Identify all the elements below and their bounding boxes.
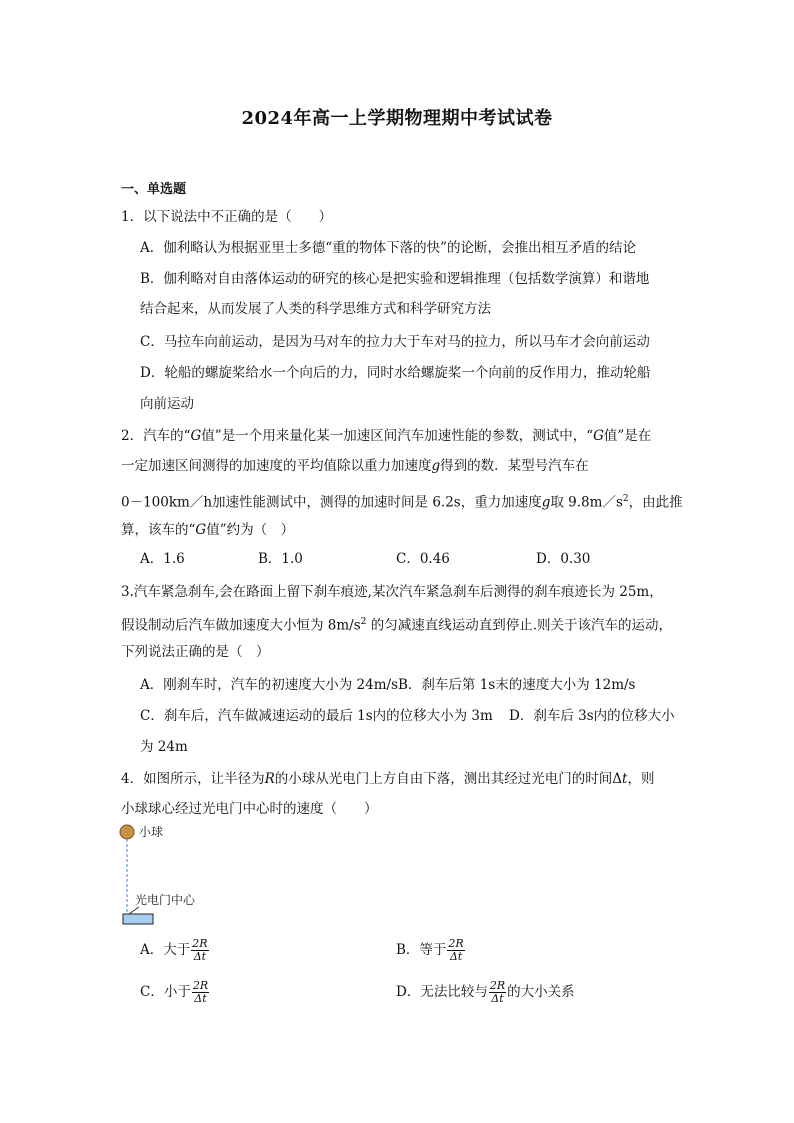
ball-icon [120, 825, 134, 839]
q3-line3: 下列说法正确的是（ ） [121, 644, 270, 660]
fraction-denominator: Δt [449, 950, 463, 963]
q4-option-text: A．大于 [140, 942, 191, 958]
q4-text: 4．如图所示，让半径为 [121, 771, 265, 787]
q2-text: 算，该车的“ [121, 522, 196, 538]
q4-option-d[interactable] [396, 979, 575, 1005]
q4-option-b[interactable] [396, 937, 466, 963]
q2-line4 [121, 520, 294, 540]
fraction-numerator: 2R [192, 937, 208, 950]
q4-option-text: 的大小关系 [507, 984, 575, 1000]
q2-var-g: G [190, 428, 202, 444]
gate-pointer-line [129, 907, 139, 914]
q4-line1 [121, 769, 654, 789]
q2-line3 [121, 489, 683, 513]
fraction-numerator: 2R [489, 979, 506, 992]
fraction-2r-over-dt [489, 980, 506, 1005]
q4-var-t: t [622, 771, 628, 787]
q2-text: 一定加速区间测得的加速度的平均值除以重力加速度 [121, 458, 432, 474]
q4-text: 的小球从光电门上方自由下落，测出其经过光电门的时间Δ [274, 771, 623, 787]
q4-text: ，则 [627, 771, 655, 787]
q3-superscript: 2 [360, 617, 367, 627]
q3-option-ab[interactable]: A．刚刹车时，汽车的初速度大小为 24m/sB．刹车后第 1s末的速度大小为 12m/s [140, 677, 636, 693]
q3-line2 [121, 612, 672, 636]
q4-option-text: C．小于 [140, 984, 191, 1000]
q2-var-g: G [593, 428, 604, 444]
q1-option-b-line2: 结合起来，从而发展了人类的科学思维方式和科学研究方法 [140, 301, 491, 317]
q2-superscript: 2 [622, 494, 629, 504]
fraction-2r-over-dt [191, 938, 208, 963]
q2-option-d[interactable]: D．0.30 [536, 551, 591, 567]
q2-option-b[interactable]: B．1.0 [258, 551, 303, 567]
fraction-denominator: Δt [491, 992, 504, 1005]
photogate-icon [123, 914, 153, 924]
q1-option-c[interactable]: C．马拉车向前运动，是因为马对车的拉力大于车对马的拉力，所以马车才会向前运动 [140, 334, 650, 350]
q2-text: 2．汽车的“ [121, 428, 191, 444]
fraction-denominator: Δt [194, 992, 207, 1005]
q2-option-a[interactable]: A．1.6 [140, 551, 185, 567]
gate-label: 光电门中心 [135, 893, 196, 907]
q2-var-gravity: g [431, 458, 441, 474]
q2-text: 值”是一个用来量化某一加速区间汽车加速性能的参数，测试中，“ [201, 428, 594, 444]
q3-text: 的匀减速直线运动直到停止.则关于该汽车的运动， [366, 617, 672, 634]
q1-stem: 1．以下说法中不正确的是（ ） [121, 209, 333, 225]
q2-text: ，由此推 [628, 494, 683, 511]
q2-text: 0－100km／h加速性能测试中，测得的加速时间是 6.2s，重力加速度 [121, 494, 542, 511]
q2-text: 值”约为（ ） [206, 522, 295, 538]
q2-text: 值”是在 [603, 428, 652, 444]
q2-var-gravity: g [541, 494, 551, 511]
q4-option-a[interactable] [140, 937, 210, 963]
q1-option-d-line2: 向前运动 [140, 396, 194, 412]
q3-option-d-line1[interactable]: D．刹车后 3s内的位移大小 [509, 708, 675, 724]
q4-option-c[interactable] [140, 979, 210, 1005]
fraction-numerator: 2R [448, 937, 464, 950]
q4-option-text: B．等于 [396, 942, 447, 958]
q1-option-a[interactable]: A．伽利略认为根据亚里士多德“重的物体下落的快”的论断，会推出相互矛盾的结论 [140, 240, 637, 256]
q3-option-c[interactable]: C．刹车后，汽车做减速运动的最后 1s内的位移大小为 3m [140, 708, 493, 724]
q3-text: 假设制动后汽车做加速度大小恒为 8m/s [121, 617, 361, 634]
fraction-2r-over-dt [192, 980, 209, 1005]
q3-option-d-line2: 为 24m [140, 739, 188, 755]
q2-line2 [121, 456, 589, 476]
fraction-numerator: 2R [192, 979, 209, 992]
q2-text: 得到的数．某型号汽车在 [440, 458, 589, 474]
q2-line1 [121, 426, 651, 446]
q4-line2: 小球球心经过光电门中心时的速度（ ） [121, 801, 378, 817]
fraction-2r-over-dt [447, 938, 464, 963]
q2-text: 取 9.8m／s [550, 494, 623, 511]
fraction-denominator: Δt [193, 950, 207, 963]
photogate-diagram [115, 820, 235, 930]
q1-option-d-line1[interactable]: D．轮船的螺旋桨给水一个向后的力，同时水给螺旋桨一个向前的反作用力，推动轮船 [140, 365, 651, 381]
q2-option-c[interactable]: C．0.46 [396, 551, 450, 567]
q3-line1: 3.汽车紧急刹车,会在路面上留下刹车痕迹,某次汽车紧急刹车后测得的刹车痕迹长为 25m， [121, 584, 663, 600]
q1-option-b-line1[interactable]: B．伽利略对自由落体运动的研究的核心是把实验和逻辑推理（包括数学演算）和谐地 [140, 271, 650, 287]
exam-title: 2024年高一上学期物理期中考试试卷 [241, 108, 553, 129]
q4-var-r: R [264, 771, 275, 787]
ball-label: 小球 [139, 825, 164, 839]
section-heading: 一、单选题 [121, 182, 187, 197]
q2-var-g: G [195, 522, 207, 538]
q4-option-text: D．无法比较与 [396, 984, 488, 1000]
